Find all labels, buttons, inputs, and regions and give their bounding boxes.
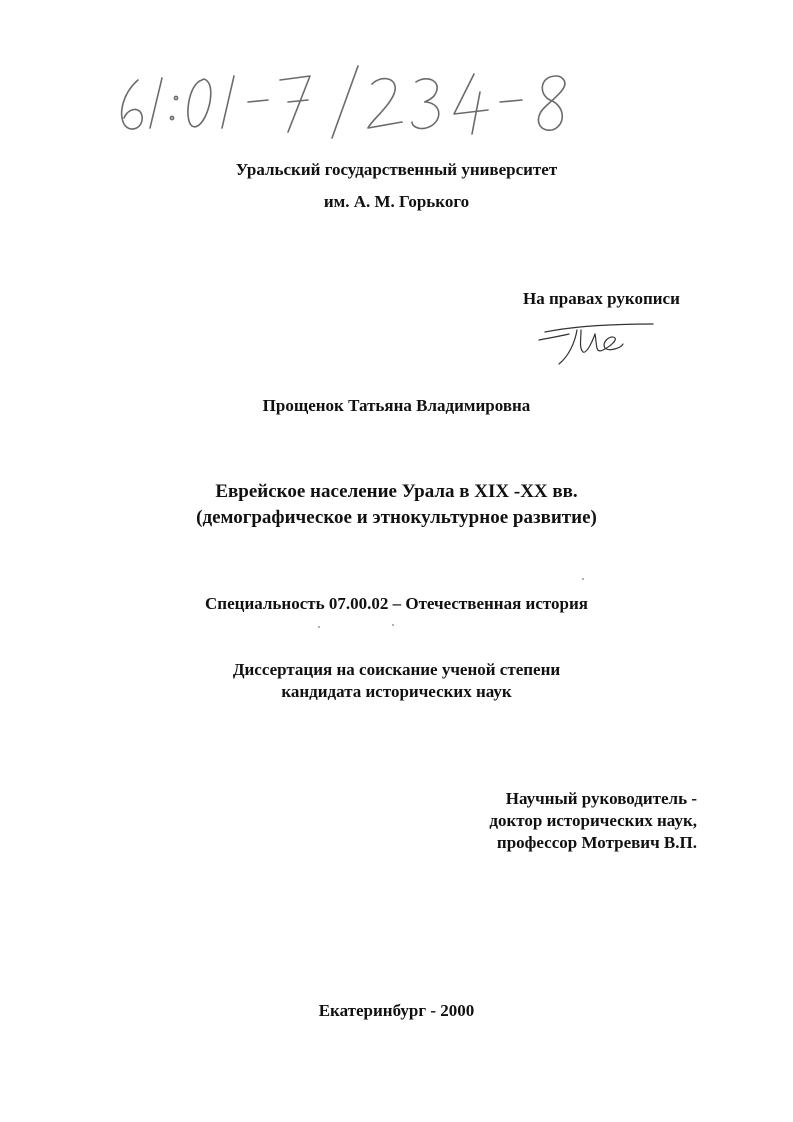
university-named-after: им. А. М. Горького bbox=[323, 192, 470, 211]
scan-speck bbox=[392, 624, 394, 626]
handwritten-archive-number bbox=[110, 62, 590, 142]
supervisor-line-1: Научный руководитель - bbox=[505, 789, 697, 808]
degree-line-1: Диссертация на соискание ученой степени bbox=[232, 660, 561, 679]
author-name: Прощенок Татьяна Владимировна bbox=[262, 396, 531, 415]
specialty-line: Специальность 07.00.02 – Отечественная история bbox=[205, 594, 588, 613]
supervisor-block bbox=[489, 788, 697, 854]
signature bbox=[535, 318, 660, 368]
scan-speck bbox=[582, 578, 584, 580]
supervisor-line-2: доктор исторических наук, bbox=[489, 811, 697, 830]
scan-speck bbox=[318, 626, 320, 628]
supervisor-line-3: профессор Мотревич В.П. bbox=[496, 833, 697, 852]
university-name: Уральский государственный университет bbox=[235, 160, 558, 179]
city-year: Екатеринбург - 2000 bbox=[318, 1001, 475, 1020]
degree-line-2: кандидата исторических наук bbox=[281, 682, 512, 701]
dissertation-title-line-1: Еврейское население Урала в XIX -XX вв. bbox=[215, 481, 578, 502]
dissertation-title-line-2: (демографическое и этнокультурное развитие) bbox=[196, 507, 597, 528]
manuscript-rights-label: На правах рукописи bbox=[523, 289, 680, 308]
